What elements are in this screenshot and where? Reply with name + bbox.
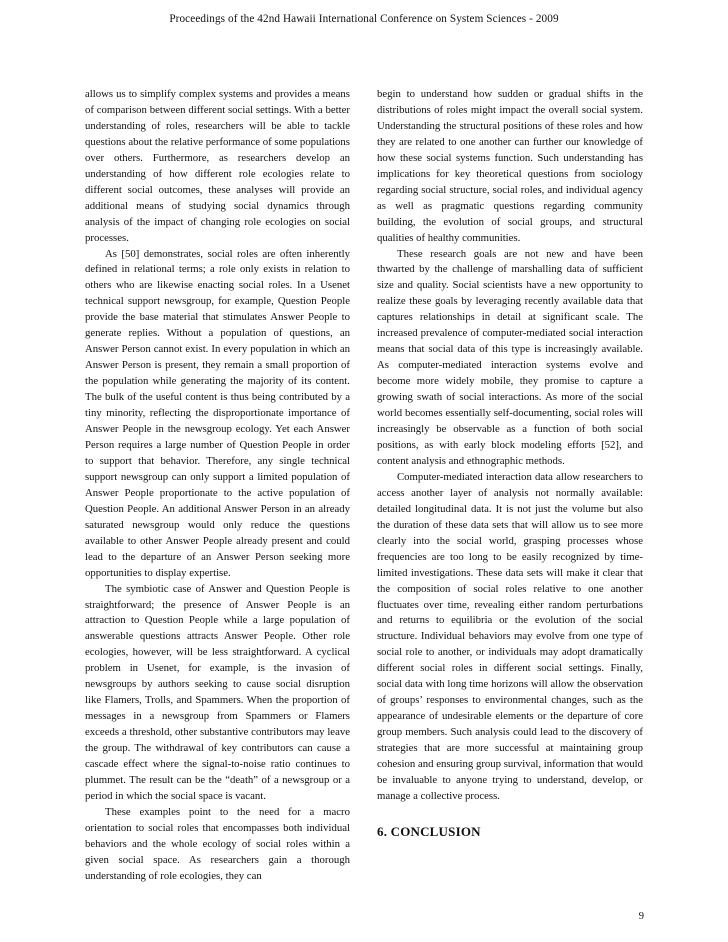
right-paragraph-2: These research goals are not new and have been thwarted by the challenge of marshalling data of sufficient size and quality. Social scientists have a new opportunity to realize these goals by leveraging recently available data that captures relationships in detail at significant scale. The increased prevalence of computer-mediated social interaction means that social data of this type is increasingly available. As computer-mediated interaction systems evolve and become more widely mobile, they promise to capture a growing swath of social interactions. As more of the social world becomes essentially self-documenting, social roles will increasingly be observable as a function of both social positions, as with early block modeling efforts [52], and content analysis and ethnographic methods.: [377, 247, 643, 467]
running-header: Proceedings of the 42nd Hawaii International Conference on System Sciences - 2009: [169, 13, 559, 25]
page-number: 9: [638, 911, 644, 922]
left-column: [85, 87, 350, 885]
right-column: [377, 87, 643, 840]
left-paragraph-3: The symbiotic case of Answer and Question People is straightforward; the presence of Answer People is an attraction to Question People while a large population of answerable questions attracts Answer People. Other role ecologies, however, will be less straightforward. A cyclical problem in Usenet, for example, is the invasion of newsgroups by authors seeking to cause social disruption like Flamers, Trolls, and Spammers. When the proportion of messages in a newsgroup from Spammers or Flamers exceeds a threshold, other substantive contributors may leave the group. The withdrawal of key contributors can cause a cascade effect where the signal-to-noise ratio continues to plummet. The result can be the “death” of a newsgroup or a period in which the social space is vacant.: [85, 582, 350, 802]
left-paragraph-4: These examples point to the need for a macro orientation to social roles that encompasses both individual behaviors and the whole ecology of social roles within a given social space. As researchers gain a thorough understanding of role ecologies, they can: [85, 805, 350, 882]
right-paragraph-1: begin to understand how sudden or gradual shifts in the distributions of roles might impact the overall social system. Understanding the structural positions of these roles and how they are related to one another can further our knowledge of how these social systems function. Such understanding has implications for key theoretical questions from sociology regarding social structure, social roles, and individual agency as well as pragmatic questions regarding community building, the evolution of social groups, and structural qualities of healthy communities.: [377, 88, 643, 244]
left-paragraph-2: As [50] demonstrates, social roles are often inherently defined in relational terms; a role only exists in relation to others who are likewise enacting social roles. In a Usenet technical support newsgroup, for example, Question People provide the base material that stimulates Answer People to generate replies. Without a population of questions, an Answer Person cannot exist. In every population in which an Answer Person is present, they remain a small proportion of the population while generating the majority of its content. The bulk of the useful content is thus being contributed by a tiny minority, reflecting the disproportionate importance of Answer People in the newsgroup ecology. Yet each Answer Person requires a large number of Question People in order to support that behavior. Therefore, any single technical support newsgroup can only support a limited population of Answer People proportionate to the active population of Question People. An additional Answer Person in an already saturated newsgroup would only reduce the questions available to other Answer People already present and could lead to the departure of an Answer Person seeking more opportunities to display expertise.: [85, 247, 350, 579]
section-heading-conclusion: 6. CONCLUSION: [377, 823, 481, 839]
left-paragraph-1: allows us to simplify complex systems and provides a means of comparison between different social settings. With a better understanding of roles, researchers will be able to tackle questions about the relative performance of some populations over others. Furthermore, as researchers develop an understanding of how different role ecologies relate to different social outcomes, these analyses will provide an additional means of studying social dynamics through analysis of the impact of changing role ecologies on social processes.: [85, 88, 350, 244]
right-paragraph-3: Computer-mediated interaction data allow researchers to access another layer of analysis not normally available: detailed longitudinal data. It is not just the volume but also the duration of these data sets that will allow us to see more clearly into the social world, grasping processes whose frequencies are too long to be easily recognized by time-limited investigations. These data sets will make it clear that the composition of social roles relative to one another fluctuates over time, revealing either random perturbations and returns to equilibria or the evolution of the social structure. Individual behaviors may evolve from one type of social role to another, or individuals may adopt dramatically different social roles in different social settings. Finally, social data with long time horizons will allow the observation of groups’ responses to environmental changes, such as the appearance of undesirable elements or the departure of core group members. Such analysis could lead to the discovery of strategies that are more successful at maintaining group cohesion and ensuring group survival, information that would be invaluable to anyone trying to understand, develop, or manage a collective process.: [377, 470, 643, 802]
